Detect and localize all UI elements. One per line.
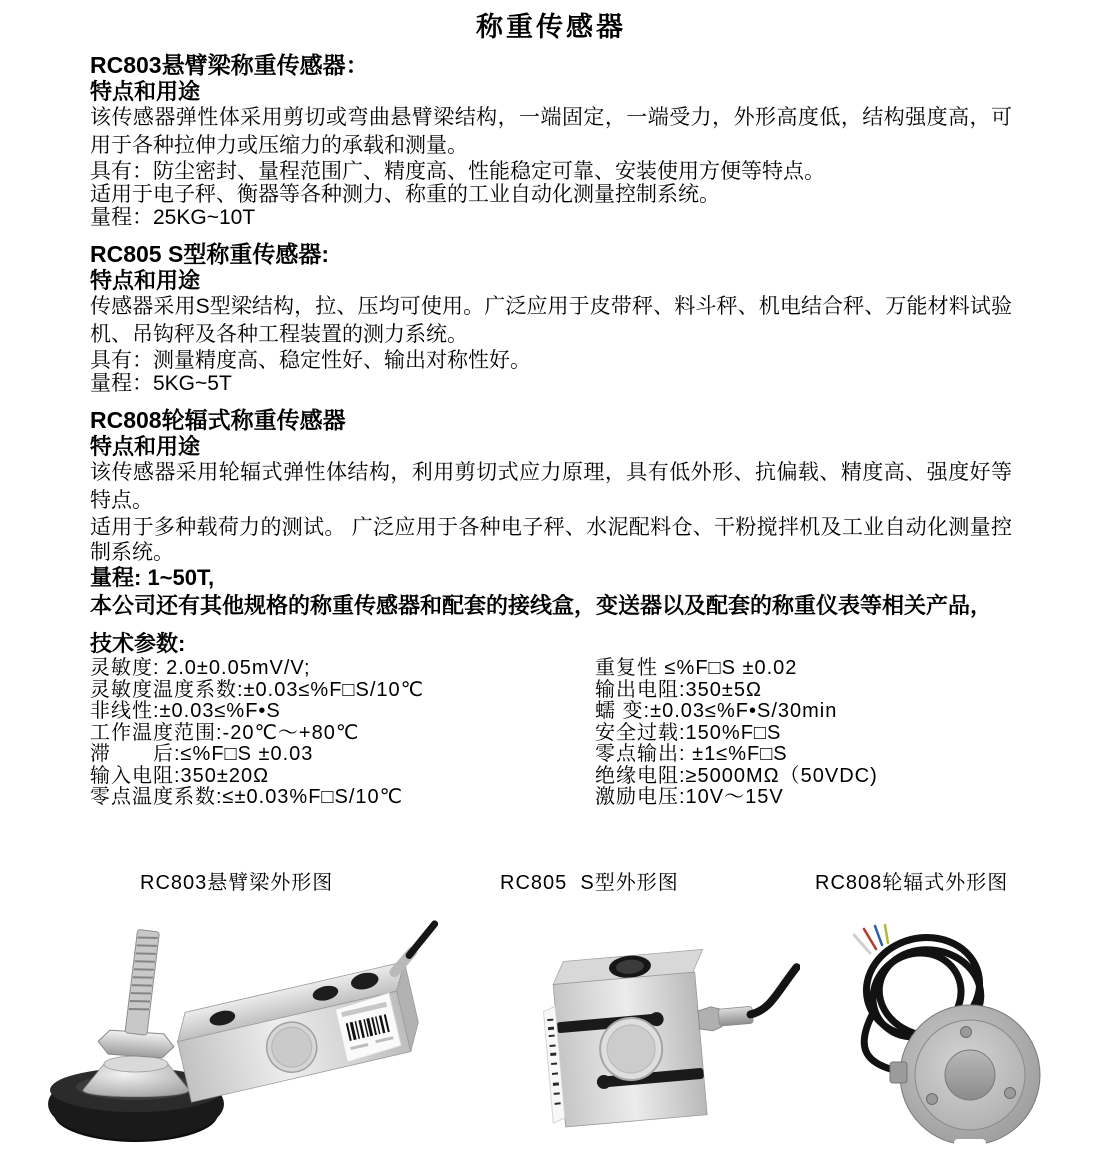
tech-repeatability: 重复性 ≤%F□S ±0.02 [595, 657, 798, 679]
rc805-intro: 传感器采用S型梁结构，拉、压均可使用。广泛应用于皮带秤、料斗秤、机电结合秤、万能材料试验机、吊钩秤及各种工程装置的测力系统。 [90, 295, 1012, 346]
rc808-spoke-type-image [818, 913, 1100, 1151]
tech-heading: 技术参数: [90, 631, 186, 656]
cable [386, 924, 443, 972]
tech-zero-output: 零点输出: ±1≤%F□S [595, 743, 788, 765]
section-rc805 [90, 241, 1012, 395]
tech-hysteresis: 滞 后:≤%F□S ±0.03 [90, 743, 314, 765]
cable [695, 967, 800, 1032]
rc803-cantilever-beam-image [5, 918, 455, 1155]
wire-ends [854, 925, 888, 953]
rc803-applications: 适用于电子秤、衡器等各种测力、称重的工业自动化测量控制系统。 [90, 183, 720, 206]
tech-input-resistance: 输入电阻:350±20Ω [90, 764, 270, 787]
rc808-applications: 适用于多种载荷力的测试。 广泛应用于各种电子秤、水泥配料仓、干粉搅拌机及工业自动化测量控制系统。 [90, 516, 1012, 564]
tech-excitation-voltage: 激励电压:10V～15V [595, 786, 784, 808]
rc808-heading: RC808轮辐式称重传感器 [90, 407, 346, 433]
tech-operating-temp-range: 工作温度范围:-20℃～+80℃ [90, 721, 360, 744]
section-rc808 [90, 407, 1012, 620]
tech-sensitivity: 灵敏度: 2.0±0.05mV/V; [90, 657, 311, 679]
rc808-intro: 该传感器采用轮辐式弹性体结构，利用剪切式应力原理，具有低外形、抗偏载、精度高、强度好等特点。 [90, 461, 1012, 512]
tech-creep: 蠕 变:±0.03≤%F•S/30min [595, 700, 838, 722]
rc803-range: 量程：25KG~10T [90, 206, 256, 229]
tech-nonlinearity: 非线性:±0.03≤%F•S [90, 700, 281, 722]
tech-column-right [595, 658, 1012, 809]
rc805-figure-caption: RC805 S型外形图 [500, 872, 679, 894]
rc803-figure-caption: RC803悬臂梁外形图 [140, 872, 334, 894]
rc808-range: 量程: 1~50T, [90, 565, 215, 590]
rc808-figure-caption: RC808轮辐式外形图 [815, 872, 1009, 894]
tech-params [90, 632, 1012, 809]
rc803-intro: 该传感器弹性体采用剪切或弯曲悬臂梁结构，一端固定，一端受力，外形高度低，结构强度高，可用于各种拉伸力或压缩力的承载和测量。 [90, 106, 1012, 157]
tech-zero-temp-coeff: 零点温度系数:≤±0.03%F□S/10℃ [90, 786, 404, 808]
section-rc803 [90, 52, 1012, 229]
spoke-disc [885, 1005, 1054, 1151]
document-content [90, 10, 1012, 809]
tech-insulation-resistance: 绝缘电阻:≥5000MΩ（50VDC) [595, 764, 878, 787]
tech-safe-overload: 安全过载:150%F□S [595, 721, 782, 744]
tech-sensitivity-temp-coeff: 灵敏度温度系数:±0.03≤%F□S/10℃ [90, 678, 425, 701]
rc803-subheading: 特点和用途 [90, 79, 201, 104]
tech-column-left [90, 658, 595, 809]
company-note: 本公司还有其他规格的称重传感器和配套的接线盒，变送器以及配套的称重仪表等相关产品， [90, 593, 993, 618]
rc803-features: 具有：防尘密封、量程范围广、精度高、性能稳定可靠、安装使用方便等特点。 [90, 160, 825, 183]
rc805-subheading: 特点和用途 [90, 268, 201, 293]
figures-row [0, 858, 1100, 1155]
rc808-subheading: 特点和用途 [90, 434, 201, 459]
rc805-range: 量程：5KG~5T [90, 372, 232, 395]
rc805-s-type-image [460, 916, 800, 1151]
rc803-photo [5, 918, 455, 1155]
page-title: 称重传感器 [476, 12, 626, 42]
rc805-heading: RC805 S型称重传感器: [90, 241, 329, 267]
rc805-features: 具有：测量精度高、稳定性好、输出对称性好。 [90, 349, 531, 372]
rc803-heading: RC803悬臂梁称重传感器： [90, 52, 369, 78]
tech-output-resistance: 输出电阻:350±5Ω [595, 678, 762, 701]
tech-columns [90, 658, 1012, 809]
rc808-photo [818, 913, 1100, 1151]
shear-beam-body [165, 924, 455, 1102]
rc805-photo [460, 916, 800, 1151]
